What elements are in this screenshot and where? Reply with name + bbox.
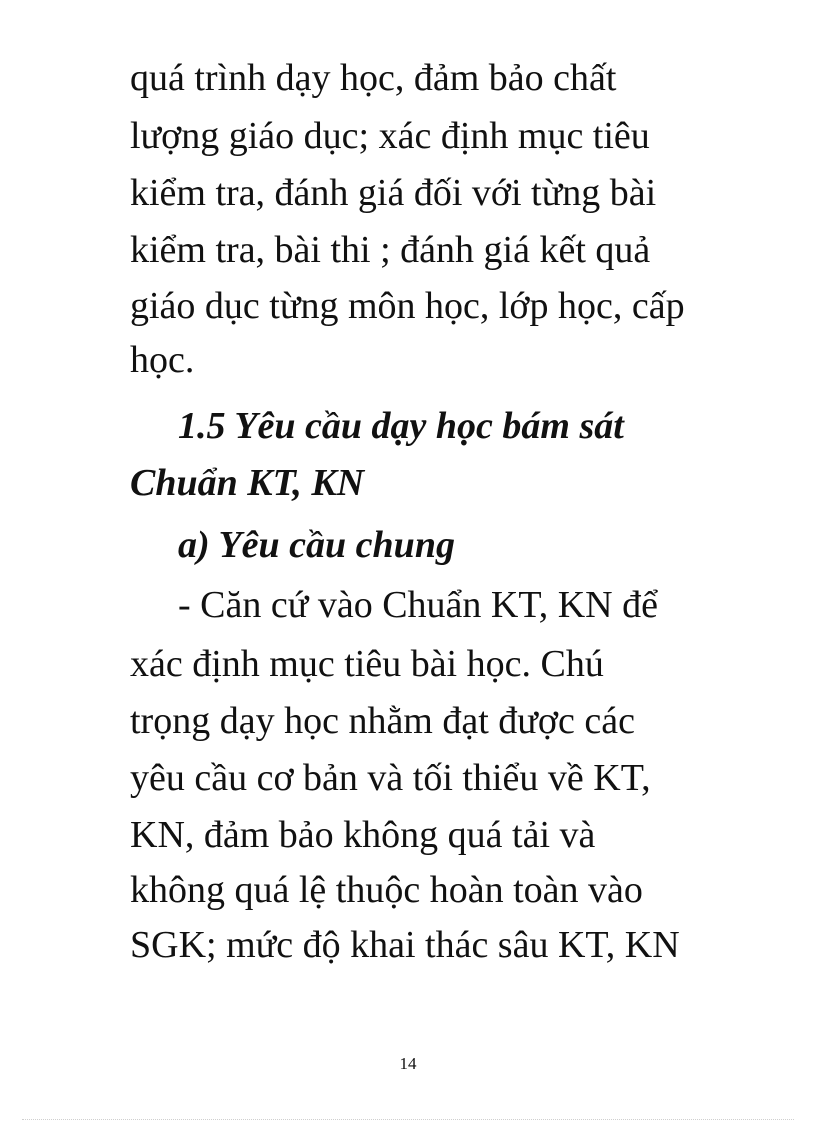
text-line: kiểm tra, bài thi ; đánh giá kết quả: [130, 229, 651, 271]
text-line: trọng dạy học nhằm đạt được các: [130, 700, 635, 742]
text-line: không quá lệ thuộc hoàn toàn vào: [130, 869, 643, 911]
text-line: lượng giáo dục; xác định mục tiêu: [130, 115, 650, 157]
text-line: SGK; mức độ khai thác sâu KT, KN: [130, 924, 680, 966]
page-number: 14: [399, 1054, 417, 1073]
text-line: - Căn cứ vào Chuẩn KT, KN để: [178, 584, 658, 626]
section-heading-line: Chuẩn KT, KN: [130, 462, 365, 504]
text-line: quá trình dạy học, đảm bảo chất: [130, 57, 617, 99]
page-bottom-divider: [22, 1119, 794, 1120]
subsection-heading: a) Yêu cầu chung: [178, 524, 455, 566]
text-line: KN, đảm bảo không quá tải và: [130, 814, 596, 856]
text-line: xác định mục tiêu bài học. Chú: [130, 643, 604, 685]
text-line: giáo dục từng môn học, lớp học, cấp: [130, 285, 685, 327]
text-line: yêu cầu cơ bản và tối thiểu về KT,: [130, 757, 651, 799]
text-line: kiểm tra, đánh giá đối với từng bài: [130, 172, 657, 214]
section-heading-line: 1.5 Yêu cầu dạy học bám sát: [178, 405, 624, 447]
text-line: học.: [130, 339, 195, 381]
